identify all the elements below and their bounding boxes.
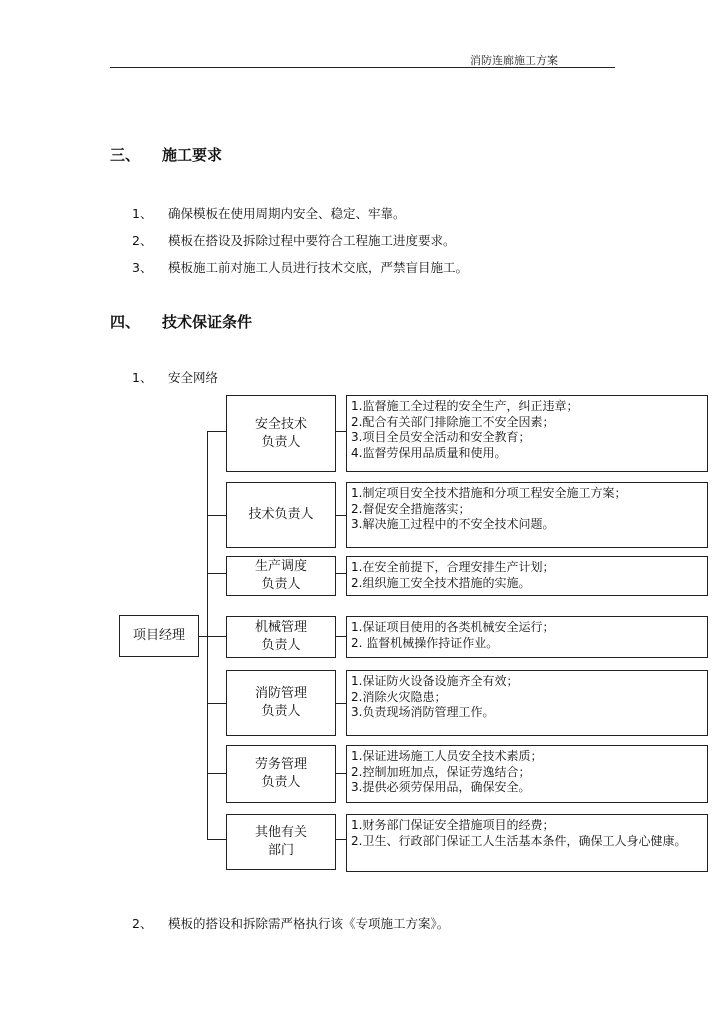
list-item-text: 确保模板在使用周期内安全、稳定、牢靠。 <box>168 206 406 221</box>
duty-line: 2.组织施工安全技术措施的实施。 <box>351 575 531 590</box>
duty-line: 2.配合有关部门排除施工不安全因素； <box>351 414 555 429</box>
section3-title: 施工要求 <box>162 146 223 164</box>
section4-title: 技术保证条件 <box>162 313 253 331</box>
duty-line: 3.解决施工过程中的不安全技术问题。 <box>351 517 555 531</box>
connector <box>207 636 226 637</box>
role-box: 劳务管理 负责人 <box>226 745 336 803</box>
list-item-text: 模板的搭设和拆除需严格执行该《专项施工方案》。 <box>168 916 450 931</box>
duty-line: 3.负责现场消防管理工作。 <box>351 705 495 719</box>
connector <box>336 636 346 637</box>
connector <box>336 431 346 432</box>
section4-number: 四、 <box>110 313 141 331</box>
list-item-number: 3、 <box>132 260 153 275</box>
duty-line: 1.制定项目安全技术措施和分项工程安全施工方案； <box>351 486 627 500</box>
list-item-text: 模板在搭设及拆除过程中要符合工程施工进度要求。 <box>168 233 456 248</box>
duty-line: 1.在安全前提下，合理安排生产计划； <box>351 560 555 574</box>
duty-line: 2. 监督机械操作持证作业。 <box>351 635 499 650</box>
connector <box>336 515 346 516</box>
duty-line: 3.项目全员安全活动和安全教育； <box>351 430 531 444</box>
section4-item-2 <box>132 914 449 932</box>
duty-line: 3.提供必须劳保用品，确保安全。 <box>351 780 531 794</box>
section3-item-2 <box>132 231 456 249</box>
list-item-number: 1、 <box>132 370 153 385</box>
duty-line: 2.督促安全措施落实； <box>351 501 471 516</box>
connector <box>199 636 207 637</box>
role-box: 生产调度 负责人 <box>226 556 336 596</box>
section3-item-3 <box>132 258 468 276</box>
section3-number: 三、 <box>110 146 141 164</box>
connector <box>207 773 226 774</box>
role-box: 消防管理 负责人 <box>226 670 336 736</box>
section4-item-1 <box>132 368 218 386</box>
duty-box <box>346 395 708 472</box>
duty-line: 1.保证防火设备设施齐全有效； <box>351 674 519 688</box>
connector <box>207 431 226 432</box>
org-root-box: 项目经理 <box>119 615 199 657</box>
role-box: 其他有关 部门 <box>226 814 336 870</box>
duty-box <box>346 482 708 548</box>
duty-line: 1.监督施工全过程的安全生产，纠正违章； <box>351 399 579 413</box>
duty-box <box>346 814 708 872</box>
list-item-number: 2、 <box>132 233 153 248</box>
connector <box>336 703 346 704</box>
duty-box <box>346 745 708 803</box>
header-rule <box>110 67 615 68</box>
duty-box <box>346 670 708 736</box>
connector <box>207 839 226 840</box>
duty-line: 2.卫生、行政部门保证工人生活基本条件，确保工人身心健康。 <box>351 833 687 848</box>
duty-box <box>346 556 708 596</box>
connector <box>336 839 346 840</box>
list-item-number: 2、 <box>132 916 153 931</box>
role-box: 机械管理 负责人 <box>226 616 336 658</box>
connector <box>207 703 226 704</box>
connector <box>207 573 226 574</box>
list-item-number: 1、 <box>132 206 153 221</box>
connector-trunk <box>207 431 208 839</box>
role-box: 技术负责人 <box>226 482 336 548</box>
role-box: 安全技术 负责人 <box>226 395 336 472</box>
duty-line: 4.监督劳保用品质量和使用。 <box>351 445 507 460</box>
duty-line: 2.控制加班加点，保证劳逸结合； <box>351 764 531 779</box>
duty-box <box>346 616 708 658</box>
duty-line: 1.财务部门保证安全措施项目的经费； <box>351 818 555 832</box>
header-title: 消防连廊施工方案 <box>470 54 558 67</box>
list-item-text: 模板施工前对施工人员进行技术交底，严禁盲目施工。 <box>168 260 469 275</box>
duty-line: 1.保证项目使用的各类机械安全运行； <box>351 620 555 634</box>
section3-item-1 <box>132 204 406 222</box>
connector <box>207 515 226 516</box>
connector <box>336 573 346 574</box>
connector <box>336 773 346 774</box>
duty-line: 2.消除火灾隐患； <box>351 689 447 704</box>
list-item-text: 安全网络 <box>168 370 219 385</box>
duty-line: 1.保证进场施工人员安全技术素质； <box>351 749 543 763</box>
